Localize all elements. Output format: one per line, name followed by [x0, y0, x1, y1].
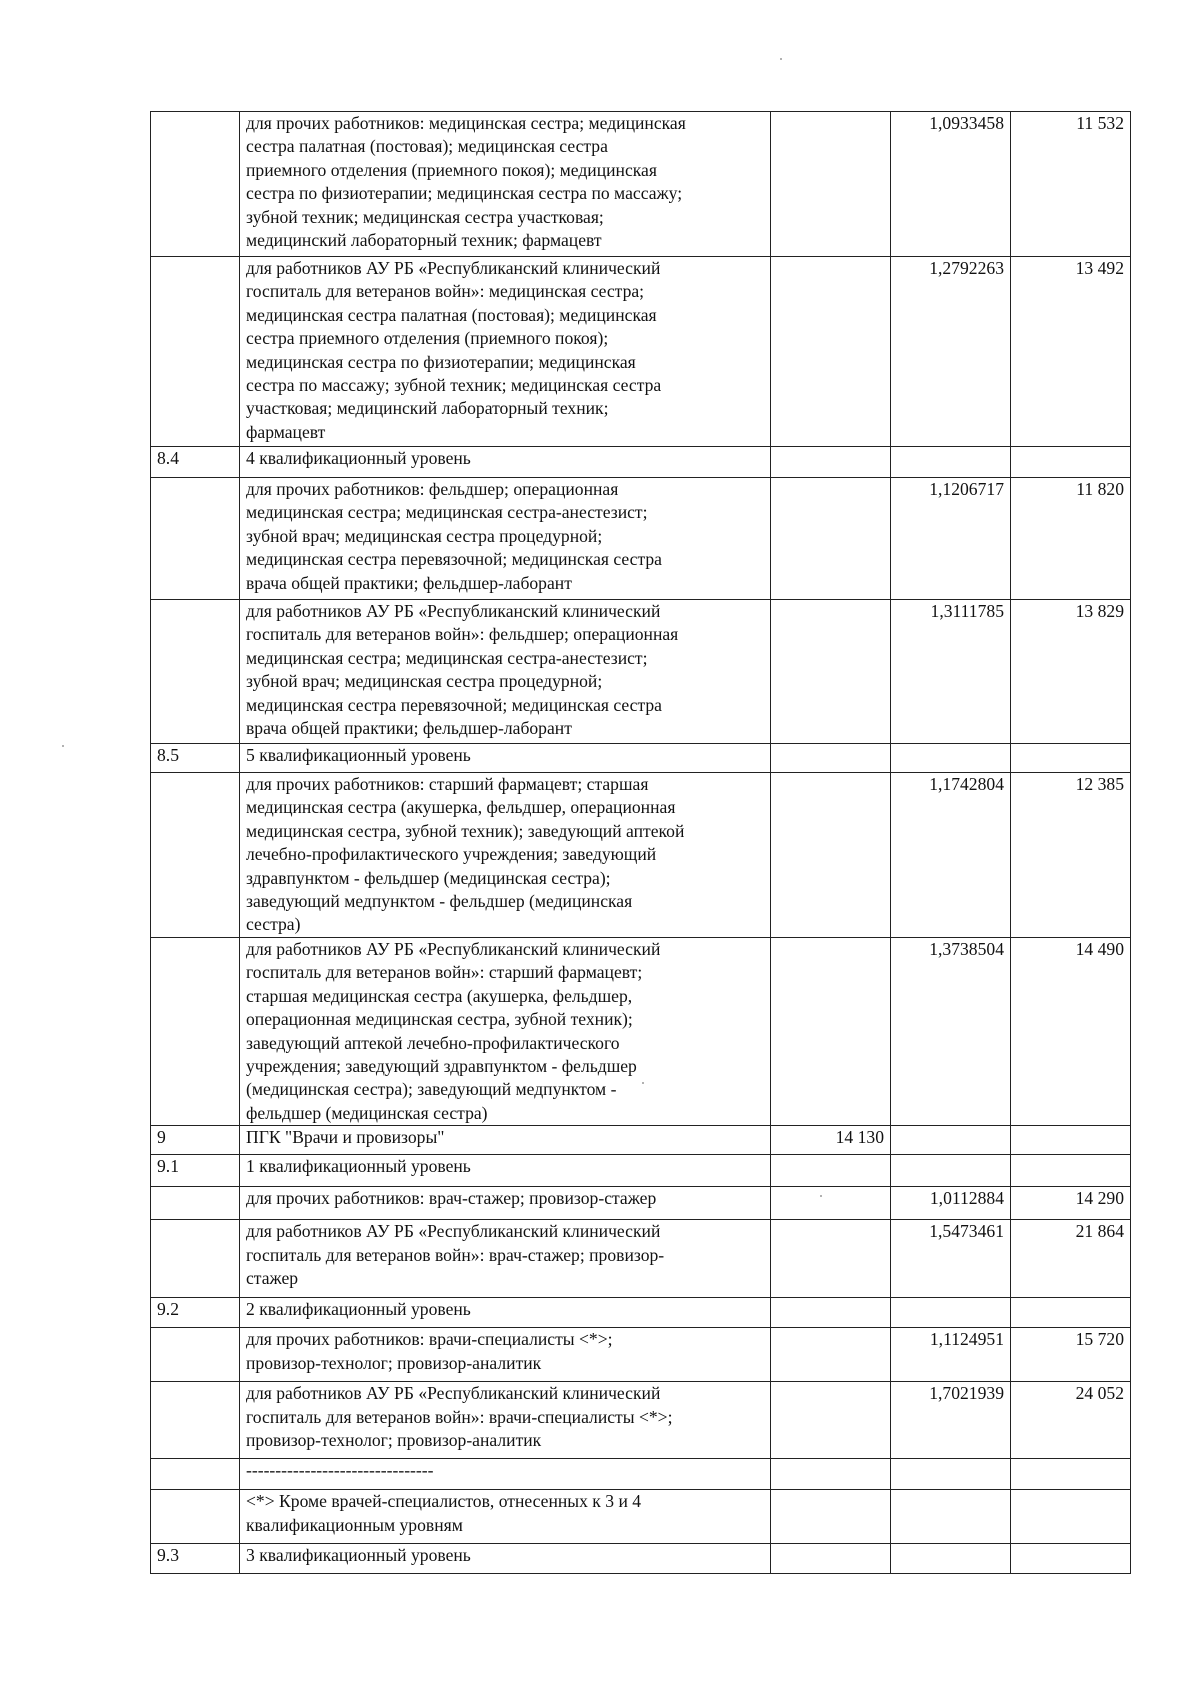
salary-amount: 13 492: [1011, 257, 1131, 447]
table-row: [151, 1298, 1131, 1328]
salary-table-body: [151, 112, 1131, 1574]
coefficient: 1,5473461: [891, 1220, 1011, 1298]
row-number: 9: [151, 1126, 240, 1155]
coefficient: 1,1124951: [891, 1328, 1011, 1382]
row-number: [151, 1459, 240, 1490]
coefficient: [891, 447, 1011, 478]
base-salary: [771, 112, 891, 257]
table-row: [151, 938, 1131, 1126]
table-row: [151, 1328, 1131, 1382]
position-description: для работников АУ РБ «Республиканский клинический госпиталь для ветеранов войн»: фельдшер; операционная медицинская сестра; медицинская сестра-анестезист; зубной врач; медицинская сестра процедурной; медицинская сестра перевязочной; медицинская сестра врача общей практики; фельдшер-лаборант: [240, 600, 771, 744]
row-number: [151, 773, 240, 938]
scan-speck: [780, 58, 782, 60]
coefficient: 1,0933458: [891, 112, 1011, 257]
coefficient: 1,2792263: [891, 257, 1011, 447]
salary-amount: [1011, 1126, 1131, 1155]
row-number: [151, 1220, 240, 1298]
row-number: [151, 1382, 240, 1459]
coefficient: 1,0112884: [891, 1187, 1011, 1220]
position-description: 4 квалификационный уровень: [240, 447, 771, 478]
scan-speck: [642, 1082, 644, 1084]
base-salary: [771, 1155, 891, 1187]
row-number: 9.2: [151, 1298, 240, 1328]
coefficient: 1,1206717: [891, 478, 1011, 600]
base-salary: [771, 1544, 891, 1574]
row-number: 8.4: [151, 447, 240, 478]
salary-amount: [1011, 744, 1131, 773]
base-salary: [771, 600, 891, 744]
coefficient: [891, 1126, 1011, 1155]
coefficient: [891, 1490, 1011, 1544]
scan-speck: [820, 1195, 822, 1197]
table-row: [151, 1155, 1131, 1187]
salary-amount: [1011, 1490, 1131, 1544]
scan-speck: [62, 745, 64, 747]
table-row: [151, 600, 1131, 744]
salary-amount: [1011, 1544, 1131, 1574]
position-description: для прочих работников: старший фармацевт; старшая медицинская сестра (акушерка, фельдшер, операционная медицинская сестра, зубной техник); заведующий аптекой лечебно-профилактического учреждения; заведующий здравпунктом - фельдшер (медицинская сестра); заведующий медпунктом - фельдшер (медицинская сестра): [240, 773, 771, 938]
base-salary: [771, 1490, 891, 1544]
row-number: [151, 1328, 240, 1382]
base-salary: [771, 1298, 891, 1328]
footnote-text: <*> Кроме врачей-специалистов, отнесенных к 3 и 4 квалификационным уровням: [240, 1490, 771, 1544]
coefficient: [891, 1459, 1011, 1490]
salary-amount: [1011, 1459, 1131, 1490]
base-salary: [771, 447, 891, 478]
salary-amount: 15 720: [1011, 1328, 1131, 1382]
row-number: [151, 112, 240, 257]
base-salary: [771, 744, 891, 773]
salary-amount: [1011, 1155, 1131, 1187]
position-description: 1 квалификационный уровень: [240, 1155, 771, 1187]
salary-amount: 12 385: [1011, 773, 1131, 938]
table-row: [151, 1544, 1131, 1574]
base-salary: [771, 1382, 891, 1459]
base-salary: [771, 1459, 891, 1490]
position-description: ПГК "Врачи и провизоры": [240, 1126, 771, 1155]
position-description: для работников АУ РБ «Республиканский клинический госпиталь для ветеранов войн»: медицинская сестра; медицинская сестра палатная (постовая); медицинская сестра приемного отделения (приемного покоя); медицинская сестра по физиотерапии; медицинская сестра по массажу; зубной техник; медицинская сестра участковая; медицинский лабораторный техник; фармацевт: [240, 257, 771, 447]
position-description: для прочих работников: фельдшер; операционная медицинская сестра; медицинская сестра-анестезист; зубной врач; медицинская сестра процедурной; медицинская сестра перевязочной; медицинская сестра врача общей практики; фельдшер-лаборант: [240, 478, 771, 600]
base-salary: [771, 478, 891, 600]
coefficient: [891, 1298, 1011, 1328]
position-description: для работников АУ РБ «Республиканский клинический госпиталь для ветеранов войн»: врач-стажер; провизор- стажер: [240, 1220, 771, 1298]
salary-amount: 14 290: [1011, 1187, 1131, 1220]
base-salary: [771, 257, 891, 447]
table-row: [151, 744, 1131, 773]
salary-amount: 11 532: [1011, 112, 1131, 257]
footnote-separator: --------------------------------: [240, 1459, 771, 1490]
coefficient: [891, 1544, 1011, 1574]
salary-amount: 21 864: [1011, 1220, 1131, 1298]
base-salary: [771, 938, 891, 1126]
table-row: [151, 1459, 1131, 1490]
position-description: для прочих работников: медицинская сестра; медицинская сестра палатная (постовая); медицинская сестра приемного отделения (приемного покоя); медицинская сестра по физиотерапии; медицинская сестра по массажу; зубной техник; медицинская сестра участковая; медицинский лабораторный техник; фармацевт: [240, 112, 771, 257]
position-description: 3 квалификационный уровень: [240, 1544, 771, 1574]
row-number: [151, 1490, 240, 1544]
table-row: [151, 447, 1131, 478]
table-row: [151, 1382, 1131, 1459]
base-salary: [771, 1220, 891, 1298]
table-row: [151, 1126, 1131, 1155]
coefficient: [891, 744, 1011, 773]
salary-amount: 11 820: [1011, 478, 1131, 600]
table-row: [151, 1490, 1131, 1544]
row-number: 8.5: [151, 744, 240, 773]
salary-amount: 14 490: [1011, 938, 1131, 1126]
base-salary: [771, 1187, 891, 1220]
coefficient: 1,7021939: [891, 1382, 1011, 1459]
position-description: для работников АУ РБ «Республиканский клинический госпиталь для ветеранов войн»: врачи-специалисты <*>; провизор-технолог; провизор-аналитик: [240, 1382, 771, 1459]
row-number: [151, 600, 240, 744]
coefficient: 1,3738504: [891, 938, 1011, 1126]
position-description: 2 квалификационный уровень: [240, 1298, 771, 1328]
position-description: для работников АУ РБ «Республиканский клинический госпиталь для ветеранов войн»: старший фармацевт; старшая медицинская сестра (акушерка, фельдшер, операционная медицинская сестра, зубной техник); заведующий аптекой лечебно-профилактического учреждения; заведующий здравпунктом - фельдшер (медицинская сестра); заведующий медпунктом - фельдшер (медицинская сестра): [240, 938, 771, 1126]
base-salary: [771, 773, 891, 938]
table-row: [151, 1220, 1131, 1298]
row-number: [151, 938, 240, 1126]
salary-amount: 13 829: [1011, 600, 1131, 744]
table-row: [151, 773, 1131, 938]
salary-amount: [1011, 1298, 1131, 1328]
table-row: [151, 112, 1131, 257]
table-row: [151, 257, 1131, 447]
row-number: 9.1: [151, 1155, 240, 1187]
coefficient: 1,3111785: [891, 600, 1011, 744]
position-description: 5 квалификационный уровень: [240, 744, 771, 773]
coefficient: [891, 1155, 1011, 1187]
base-salary: 14 130: [771, 1126, 891, 1155]
salary-amount: [1011, 447, 1131, 478]
row-number: [151, 1187, 240, 1220]
salary-amount: 24 052: [1011, 1382, 1131, 1459]
row-number: [151, 257, 240, 447]
position-description: для прочих работников: врач-стажер; провизор-стажер: [240, 1187, 771, 1220]
coefficient: 1,1742804: [891, 773, 1011, 938]
base-salary: [771, 1328, 891, 1382]
row-number: [151, 478, 240, 600]
table-row: [151, 1187, 1131, 1220]
salary-table: [150, 111, 1131, 1574]
table-row: [151, 478, 1131, 600]
row-number: 9.3: [151, 1544, 240, 1574]
position-description: для прочих работников: врачи-специалисты <*>; провизор-технолог; провизор-аналитик: [240, 1328, 771, 1382]
